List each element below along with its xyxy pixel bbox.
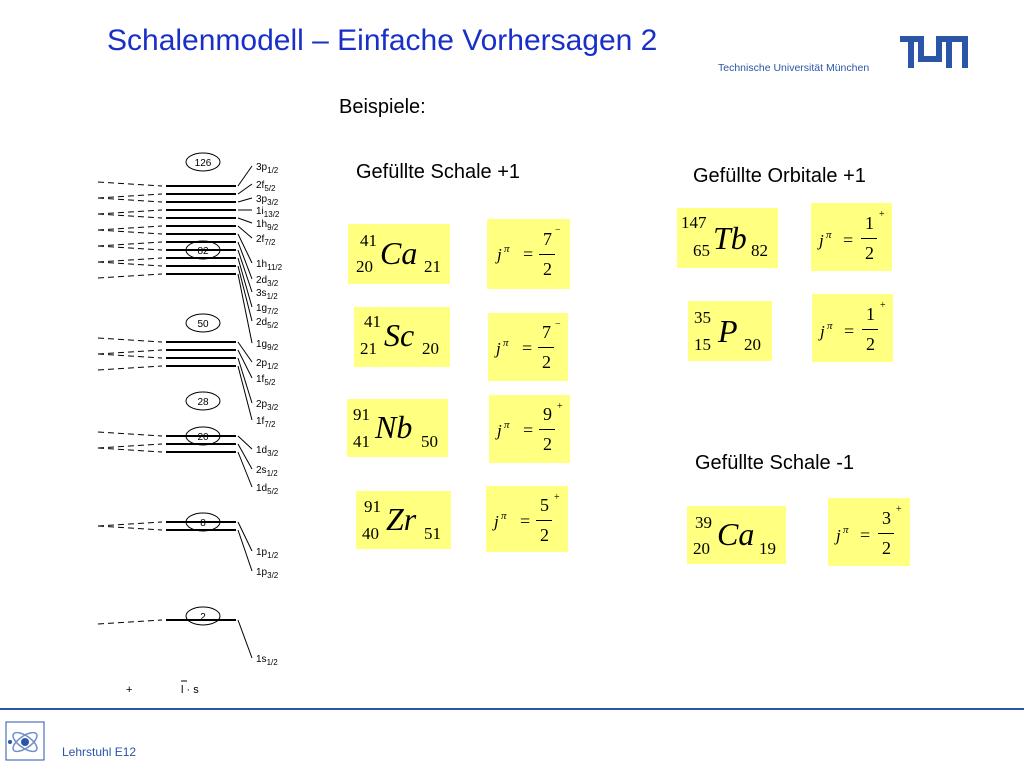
- unsplit-level-line: [98, 350, 162, 354]
- level-label: $2f_{7/2}$: [256, 234, 276, 247]
- page-title: Schalenmodell – Einfache Vorhersagen 2: [107, 24, 658, 57]
- magic-number: 82: [197, 246, 209, 257]
- spin-parity-tb147: j π = 1 2 +: [811, 203, 892, 271]
- unsplit-level-line: [98, 526, 162, 530]
- spin-parity-zr91: j π = 5 2 +: [486, 486, 568, 552]
- bottom-ls-label: l · s: [181, 684, 199, 696]
- level-label: $1f_{7/2}$: [256, 416, 276, 429]
- shell-level-diagram: [88, 150, 318, 700]
- level-label: $2p_{3/2}$: [256, 399, 279, 412]
- level-label: $1f_{5/2}$: [256, 374, 276, 387]
- level-label: $3p_{1/2}$: [256, 162, 279, 175]
- nuclide-ca41: 41 20 Ca 21: [348, 224, 450, 284]
- nuclide-tb147: 147 65 Tb 82: [677, 208, 778, 268]
- level-label: $2d_{5/2}$: [256, 317, 279, 330]
- level-label: $1h_{11/2}$: [256, 259, 283, 272]
- magic-number: 50: [197, 319, 209, 330]
- magic-number: 2: [200, 612, 206, 623]
- unsplit-level-line: [98, 262, 162, 266]
- unsplit-level-line: [98, 246, 162, 250]
- unsplit-level-line: [98, 258, 162, 262]
- nuclide-ca39: 39 20 Ca 19: [687, 506, 786, 564]
- examples-label: Beispiele:: [339, 96, 426, 118]
- unsplit-level-line: [98, 198, 162, 202]
- e12-logo-icon: [2, 718, 48, 764]
- level-label: $1s_{1/2}$: [256, 654, 278, 667]
- level-label: $1d_{5/2}$: [256, 483, 279, 496]
- bottom-plus-label: +: [126, 684, 133, 696]
- level-label: $1d_{3/2}$: [256, 445, 279, 458]
- unsplit-level-line: [98, 194, 162, 198]
- magic-number: 28: [197, 397, 209, 408]
- level-label: $2f_{5/2}$: [256, 180, 276, 193]
- level-labels: [256, 162, 283, 667]
- footer-divider: [0, 708, 1024, 710]
- institution-name: Technische Universität München: [718, 62, 870, 74]
- magic-number: 8: [200, 518, 206, 529]
- level-connector: [238, 342, 252, 362]
- nuclide-nb91: 91 41 Nb 50: [347, 399, 448, 457]
- unsplit-level-line: [98, 242, 162, 246]
- unsplit-level-line: [98, 522, 162, 526]
- magic-number-labels: [186, 153, 220, 625]
- level-connector: [238, 218, 252, 223]
- level-connector: [238, 226, 252, 238]
- unsplit-level-line: [98, 448, 162, 452]
- tum-logo: [900, 36, 968, 68]
- level-label: $2s_{1/2}$: [256, 465, 278, 478]
- heading-filled-orbitals-plus: Gefüllte Orbitale +1: [693, 165, 866, 187]
- level-label: $3p_{3/2}$: [256, 194, 279, 207]
- level-label: $2p_{1/2}$: [256, 358, 279, 371]
- unsplit-level-line: [98, 214, 162, 218]
- unsplit-level-line: [98, 210, 162, 214]
- unsplit-level-line: [98, 432, 162, 436]
- unsplit-level-line: [98, 444, 162, 448]
- spin-parity-ca41: j π = 7 2 −: [487, 219, 570, 289]
- level-connector: [238, 198, 252, 202]
- nuclide-p35: 35 15 P 20: [688, 301, 772, 361]
- unsplit-level-line: [98, 620, 162, 624]
- unsplit-level-line: [98, 354, 162, 358]
- footer-chair-name: Lehrstuhl E12: [62, 745, 137, 759]
- level-label: $1g_{7/2}$: [256, 303, 279, 316]
- level-connector: [238, 620, 252, 658]
- unsplit-level-line: [98, 338, 162, 342]
- magic-number: 20: [197, 432, 209, 443]
- level-label: $1g_{9/2}$: [256, 339, 279, 352]
- level-lines: [98, 166, 252, 658]
- nuclide-zr91: 91 40 Zr 51: [356, 491, 451, 549]
- level-label: $1p_{3/2}$: [256, 567, 279, 580]
- unsplit-level-line: [98, 366, 162, 370]
- unsplit-level-line: [98, 182, 162, 186]
- level-connector: [238, 166, 252, 186]
- level-label: $3s_{1/2}$: [256, 288, 278, 301]
- level-label: $1p_{1/2}$: [256, 547, 279, 560]
- magic-number: 126: [194, 158, 212, 169]
- unsplit-level-line: [98, 230, 162, 234]
- unsplit-level-line: [98, 226, 162, 230]
- heading-filled-shell-minus: Gefüllte Schale -1: [695, 452, 854, 474]
- spin-parity-nb91: j π = 9 2 +: [489, 395, 570, 463]
- level-connector: [238, 184, 252, 194]
- level-label: $2d_{3/2}$: [256, 275, 279, 288]
- unsplit-level-line: [98, 274, 162, 278]
- spin-parity-sc41: j π = 7 2 −: [488, 313, 568, 381]
- nuclide-sc41: 41 21 Sc 20: [354, 307, 450, 367]
- level-label: $1i_{13/2}$: [256, 206, 280, 219]
- spin-parity-ca39: j π = 3 2 +: [828, 498, 910, 566]
- spin-parity-p35: j π = 1 2 +: [812, 294, 893, 362]
- heading-filled-shell-plus: Gefüllte Schale +1: [356, 161, 520, 183]
- level-label: $1h_{9/2}$: [256, 219, 279, 232]
